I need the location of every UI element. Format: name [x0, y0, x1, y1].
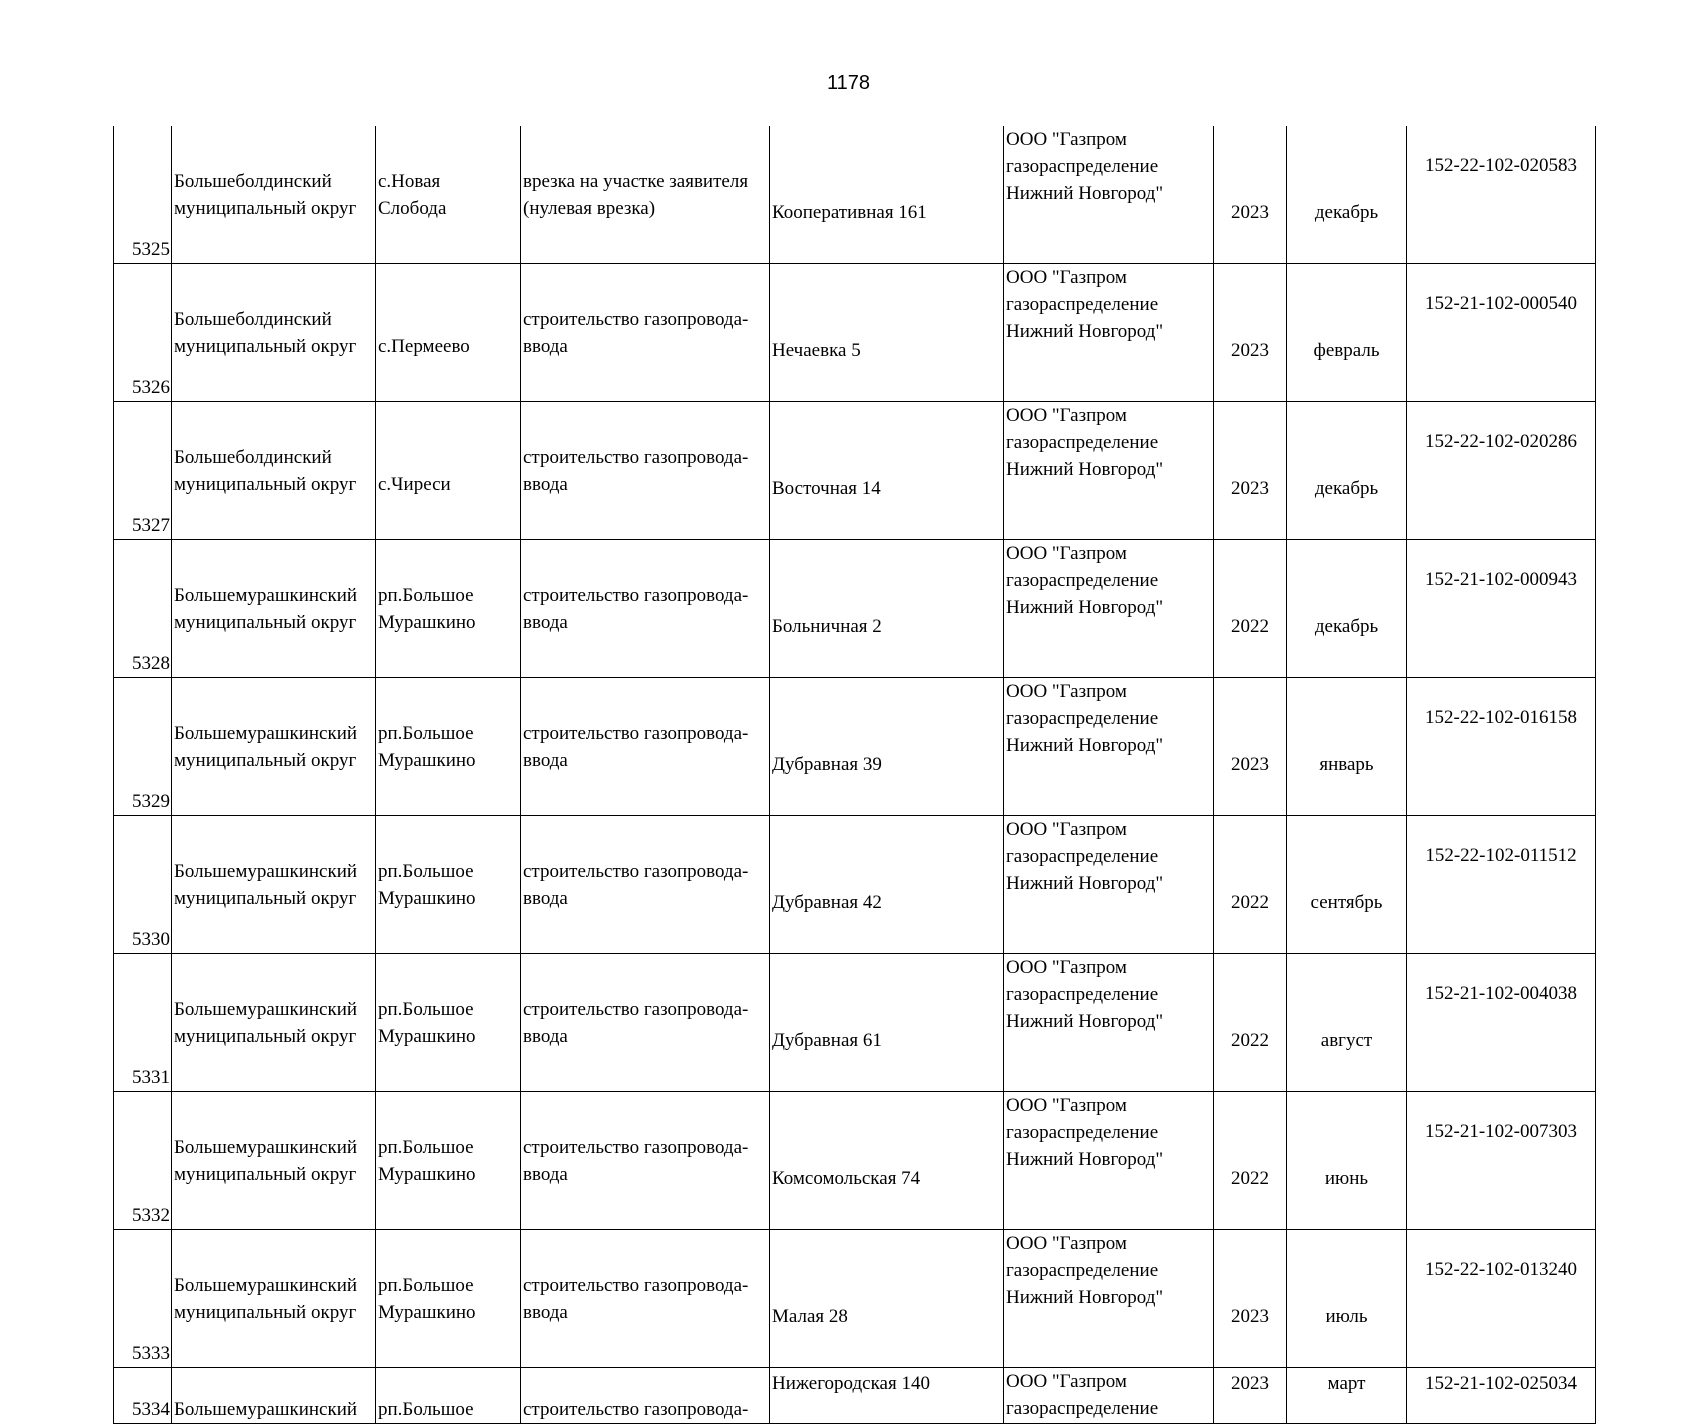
address-cell: Дубравная 42 [770, 816, 1004, 954]
table-row [114, 954, 1596, 1092]
organization-cell [1004, 126, 1214, 264]
organization-cell-line: Нижний Новгород" [1006, 873, 1164, 894]
work-type-cell-line: строительство газопровода- [523, 860, 749, 882]
locality-cell-line [378, 306, 518, 333]
organization-cell [1004, 402, 1214, 540]
organization-cell-line: газораспределение [1006, 1122, 1159, 1143]
year-cell: 2022 [1214, 540, 1287, 678]
locality-cell [376, 540, 521, 678]
row-number: 5329 [114, 678, 172, 816]
organization-cell-line: газораспределение [1006, 570, 1159, 591]
organization-cell [1004, 1092, 1214, 1230]
address-cell: Нижегородская 140 [770, 1368, 1004, 1424]
address-cell: Малая 28 [770, 1230, 1004, 1368]
table-row [114, 540, 1596, 678]
table-row [114, 402, 1596, 540]
organization-cell-line: Нижний Новгород" [1006, 1011, 1164, 1032]
locality-cell [376, 954, 521, 1092]
row-number: 5330 [114, 816, 172, 954]
organization-cell [1004, 1368, 1214, 1424]
organization-cell-line: газораспределение [1006, 294, 1159, 315]
month-cell: февраль [1287, 264, 1407, 402]
district-cell-line: Большемурашкинский [174, 722, 358, 744]
organization-cell-line: ООО "Газпром [1006, 819, 1127, 840]
organization-cell-line: газораспределение [1006, 432, 1159, 453]
month-cell: июнь [1287, 1092, 1407, 1230]
application-code-cell: 152-22-102-013240 [1407, 1230, 1596, 1368]
work-type-cell-line: ввода [523, 473, 568, 495]
organization-cell-line: ООО "Газпром [1006, 1371, 1127, 1392]
month-cell: июль [1287, 1230, 1407, 1368]
work-type-cell [521, 954, 770, 1092]
application-code-cell: 152-22-102-011512 [1407, 816, 1596, 954]
organization-cell-line: Нижний Новгород" [1006, 597, 1164, 618]
district-cell-line: муниципальный округ [174, 1301, 357, 1323]
district-cell-line: Большемурашкинский [174, 998, 358, 1020]
work-type-cell [521, 126, 770, 264]
row-number: 5332 [114, 1092, 172, 1230]
work-type-cell-line: строительство газопровода- [523, 998, 749, 1020]
work-type-cell-line: ввода [523, 611, 568, 633]
work-type-cell-line: строительство газопровода- [523, 722, 749, 744]
district-cell [172, 540, 376, 678]
table-row [114, 126, 1596, 264]
application-code-cell: 152-22-102-020286 [1407, 402, 1596, 540]
row-number: 5327 [114, 402, 172, 540]
work-type-cell [521, 402, 770, 540]
locality-cell-line: рп.Большое [378, 1136, 474, 1158]
address-cell: Комсомольская 74 [770, 1092, 1004, 1230]
address-cell: Больничная 2 [770, 540, 1004, 678]
work-type-cell-line: врезка на участке заявителя [523, 170, 749, 192]
work-type-cell [521, 1092, 770, 1230]
locality-cell-line: Мурашкино [378, 1301, 476, 1323]
district-cell [172, 816, 376, 954]
work-type-cell-line: ввода [523, 335, 568, 357]
application-code-cell: 152-22-102-020583 [1407, 126, 1596, 264]
work-type-cell-line: ввода [523, 1301, 568, 1323]
district-cell-line: Большемурашкинский [174, 1136, 358, 1158]
district-cell-line: Большемурашкинский [174, 1274, 358, 1296]
address-cell: Нечаевка 5 [770, 264, 1004, 402]
organization-cell-line: ООО "Газпром [1006, 957, 1127, 978]
year-cell: 2023 [1214, 402, 1287, 540]
district-cell-line: Большемурашкинский [174, 584, 358, 606]
work-type-cell-line: строительство газопровода- [523, 308, 749, 330]
organization-cell [1004, 540, 1214, 678]
work-type-cell-line: строительство газопровода- [523, 446, 749, 468]
organization-cell-line: Нижний Новгород" [1006, 1149, 1164, 1170]
application-code-cell: 152-21-102-000540 [1407, 264, 1596, 402]
table-row [114, 264, 1596, 402]
organization-cell-line: газораспределение [1006, 1398, 1159, 1419]
work-type-cell-line: строительство газопровода- [523, 1136, 749, 1158]
table-body [114, 126, 1596, 1424]
page-number: 1178 [826, 72, 870, 94]
organization-cell-line: газораспределение [1006, 1260, 1159, 1281]
organization-cell-line: Нижний Новгород" [1006, 321, 1164, 342]
year-cell: 2022 [1214, 816, 1287, 954]
organization-cell-line: газораспределение [1006, 708, 1159, 729]
district-cell [172, 1368, 376, 1424]
locality-cell-line: Мурашкино [378, 749, 476, 771]
district-cell-line: муниципальный округ [174, 1025, 357, 1047]
district-cell [172, 1230, 376, 1368]
organization-cell-line: ООО "Газпром [1006, 1095, 1127, 1116]
gas-connection-registry-table [113, 126, 1596, 1424]
work-type-cell-line: (нулевая врезка) [523, 197, 656, 219]
application-code-cell: 152-22-102-016158 [1407, 678, 1596, 816]
district-cell-line: Большеболдинский [174, 308, 332, 330]
row-number: 5326 [114, 264, 172, 402]
locality-cell-line [378, 444, 518, 471]
district-cell [172, 402, 376, 540]
month-cell: декабрь [1287, 540, 1407, 678]
row-number: 5333 [114, 1230, 172, 1368]
work-type-cell [521, 540, 770, 678]
district-cell [172, 126, 376, 264]
application-code-cell: 152-21-102-007303 [1407, 1092, 1596, 1230]
locality-cell-line: рп.Большое [378, 998, 474, 1020]
organization-cell-line: газораспределение [1006, 846, 1159, 867]
row-number: 5334 [114, 1368, 172, 1424]
month-cell: декабрь [1287, 402, 1407, 540]
work-type-cell-line: строительство газопровода- [523, 1274, 749, 1296]
organization-cell-line: Нижний Новгород" [1006, 183, 1164, 204]
locality-cell [376, 1230, 521, 1368]
organization-cell-line: газораспределение [1006, 984, 1159, 1005]
table-row [114, 1230, 1596, 1368]
year-cell: 2023 [1214, 126, 1287, 264]
locality-cell-line: рп.Большое [378, 584, 474, 606]
month-cell: сентябрь [1287, 816, 1407, 954]
work-type-cell [521, 678, 770, 816]
locality-cell-line: рп.Большое [378, 1274, 474, 1296]
work-type-cell [521, 1230, 770, 1368]
district-cell-line: муниципальный округ [174, 1163, 357, 1185]
year-cell: 2022 [1214, 1092, 1287, 1230]
work-type-cell-line: строительство газопровода- [523, 1399, 749, 1420]
organization-cell-line: Нижний Новгород" [1006, 735, 1164, 756]
year-cell: 2023 [1214, 1368, 1287, 1424]
locality-cell [376, 264, 521, 402]
year-cell: 2023 [1214, 264, 1287, 402]
year-cell: 2023 [1214, 1230, 1287, 1368]
district-cell-line: муниципальный округ [174, 335, 357, 357]
organization-cell-line: ООО "Газпром [1006, 681, 1127, 702]
locality-cell-line: с.Чиреси [378, 473, 451, 495]
district-cell-line: муниципальный округ [174, 611, 357, 633]
month-cell: август [1287, 954, 1407, 1092]
address-cell: Дубравная 39 [770, 678, 1004, 816]
month-cell: март [1287, 1368, 1407, 1424]
application-code-cell: 152-21-102-025034 [1407, 1368, 1596, 1424]
organization-cell-line: ООО "Газпром [1006, 129, 1127, 150]
district-cell [172, 1092, 376, 1230]
locality-cell [376, 1368, 521, 1424]
locality-cell-line: с.Новая [378, 170, 441, 192]
table-row [114, 1092, 1596, 1230]
locality-cell [376, 402, 521, 540]
application-code-cell: 152-21-102-000943 [1407, 540, 1596, 678]
locality-cell [376, 678, 521, 816]
organization-cell-line: Нижний Новгород" [1006, 459, 1164, 480]
district-cell-line: муниципальный округ [174, 749, 357, 771]
locality-cell-line: Мурашкино [378, 887, 476, 909]
address-cell: Восточная 14 [770, 402, 1004, 540]
locality-cell-line: рп.Большое [378, 722, 474, 744]
locality-cell-line: Мурашкино [378, 1163, 476, 1185]
district-cell [172, 954, 376, 1092]
organization-cell [1004, 678, 1214, 816]
work-type-cell [521, 1368, 770, 1424]
locality-cell-line: Мурашкино [378, 611, 476, 633]
locality-cell [376, 126, 521, 264]
locality-cell [376, 816, 521, 954]
district-cell-line: Большемурашкинский [174, 1399, 358, 1420]
organization-cell-line: ООО "Газпром [1006, 543, 1127, 564]
table-row [114, 1368, 1596, 1424]
work-type-cell-line: ввода [523, 1163, 568, 1185]
work-type-cell-line: ввода [523, 749, 568, 771]
work-type-cell-line: ввода [523, 887, 568, 909]
organization-cell [1004, 954, 1214, 1092]
year-cell: 2022 [1214, 954, 1287, 1092]
organization-cell-line: Нижний Новгород" [1006, 1287, 1164, 1308]
organization-cell [1004, 264, 1214, 402]
locality-cell-line: Слобода [378, 197, 447, 219]
work-type-cell [521, 816, 770, 954]
locality-cell-line: рп.Большое [378, 860, 474, 882]
work-type-cell [521, 264, 770, 402]
application-code-cell: 152-21-102-004038 [1407, 954, 1596, 1092]
district-cell-line: муниципальный округ [174, 197, 357, 219]
organization-cell-line: ООО "Газпром [1006, 405, 1127, 426]
district-cell-line: муниципальный округ [174, 887, 357, 909]
row-number: 5325 [114, 126, 172, 264]
district-cell-line: Большеболдинский [174, 446, 332, 468]
address-cell: Дубравная 61 [770, 954, 1004, 1092]
row-number: 5331 [114, 954, 172, 1092]
month-cell: декабрь [1287, 126, 1407, 264]
table-row [114, 816, 1596, 954]
locality-cell-line: рп.Большое [378, 1399, 474, 1420]
district-cell [172, 264, 376, 402]
row-number: 5328 [114, 540, 172, 678]
month-cell: январь [1287, 678, 1407, 816]
organization-cell [1004, 1230, 1214, 1368]
locality-cell-line: Мурашкино [378, 1025, 476, 1047]
organization-cell-line: ООО "Газпром [1006, 1233, 1127, 1254]
organization-cell-line: газораспределение [1006, 156, 1159, 177]
year-cell: 2023 [1214, 678, 1287, 816]
address-cell: Кооперативная 161 [770, 126, 1004, 264]
organization-cell-line: ООО "Газпром [1006, 267, 1127, 288]
district-cell-line: муниципальный округ [174, 473, 357, 495]
district-cell [172, 678, 376, 816]
organization-cell [1004, 816, 1214, 954]
district-cell-line: Большеболдинский [174, 170, 332, 192]
work-type-cell-line: ввода [523, 1025, 568, 1047]
locality-cell [376, 1092, 521, 1230]
table-row [114, 678, 1596, 816]
locality-cell-line: с.Пермеево [378, 335, 470, 357]
district-cell-line: Большемурашкинский [174, 860, 358, 882]
work-type-cell-line: строительство газопровода- [523, 584, 749, 606]
